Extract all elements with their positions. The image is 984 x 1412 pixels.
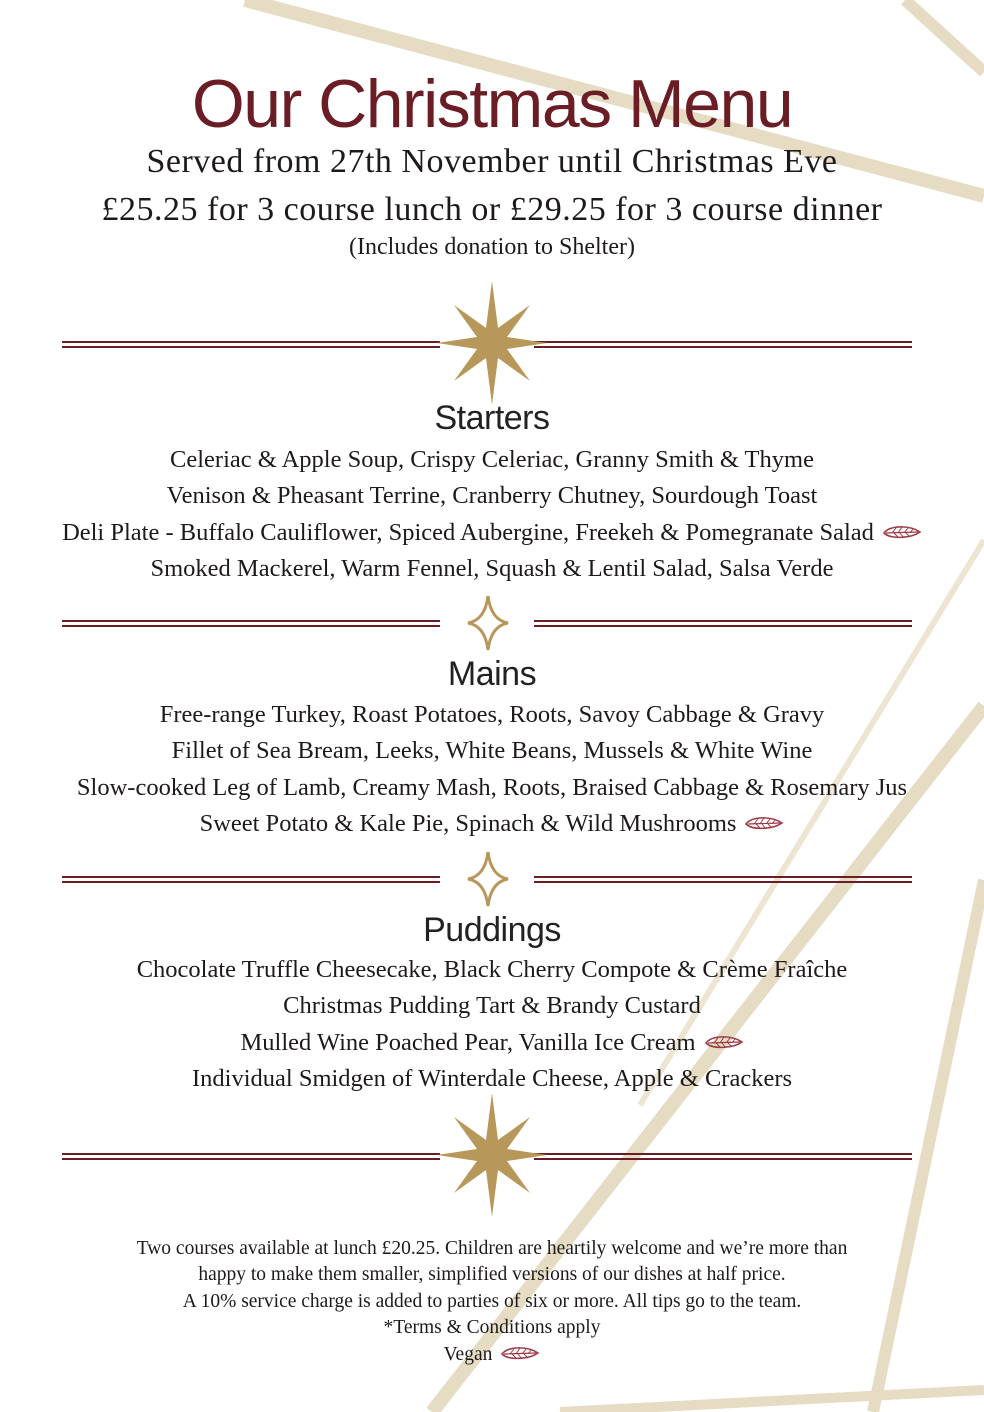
page-title: Our Christmas Menu: [191, 66, 793, 142]
divider-small-star: [0, 848, 984, 910]
divider-rule: [534, 341, 912, 348]
four-point-star-icon: [465, 850, 511, 908]
footer-line: Two courses available at lunch £20.25. Children are heartily welcome and we’re more than: [136, 1238, 848, 1259]
four-point-star-icon: [465, 594, 511, 652]
divider-small-star: [0, 592, 984, 654]
section-title-puddings: Puddings: [423, 911, 561, 949]
puddings-list: [0, 952, 984, 1097]
eight-point-star-icon: [427, 280, 557, 406]
footer-notes: [0, 1236, 984, 1368]
leaf-icon: [500, 1345, 540, 1361]
footer-line: A 10% service charge is added to parties of six or more. All tips go to the team.: [182, 1290, 802, 1312]
list-item: Celeriac & Apple Soup, Crispy Celeriac, Granny Smith & Thyme: [170, 446, 814, 473]
section-title-mains: Mains: [447, 655, 537, 693]
divider-large-star-top: [0, 280, 984, 410]
list-item: Deli Plate - Buffalo Cauliflower, Spiced Aubergine, Freekeh & Pomegranate Salad: [0, 515, 984, 551]
list-item: Sweet Potato & Kale Pie, Spinach & Wild Mushrooms: [0, 806, 984, 842]
starters-list: [0, 442, 984, 587]
mains-list: [0, 697, 984, 842]
divider-rule: [534, 1153, 912, 1160]
divider-rule: [62, 1153, 440, 1160]
list-item: Free-range Turkey, Roast Potatoes, Roots, Savoy Cabbage & Gravy: [159, 701, 825, 728]
leaf-icon: [744, 815, 784, 831]
eight-point-star-icon: [427, 1092, 557, 1218]
list-item: Chocolate Truffle Cheesecake, Black Cherry Compote & Crème Fraîche: [136, 956, 848, 983]
divider-rule: [534, 620, 912, 627]
vegan-key: Vegan: [0, 1342, 984, 1368]
footer-line: *Terms & Conditions apply: [383, 1317, 601, 1339]
divider-rule: [62, 620, 440, 627]
footer-line: happy to make them smaller, simplified versions of our dishes at half price.: [198, 1264, 786, 1286]
section-title-starters: Starters: [434, 399, 550, 437]
list-item: Mulled Wine Poached Pear, Vanilla Ice Cream: [0, 1025, 984, 1061]
list-item: Venison & Pheasant Terrine, Cranberry Chutney, Sourdough Toast: [166, 482, 818, 510]
divider-rule: [62, 876, 440, 883]
list-item: Christmas Pudding Tart & Brandy Custard: [283, 992, 701, 1020]
served-dates: Served from 27th November until Christmas Eve: [146, 143, 838, 180]
list-item: Slow-cooked Leg of Lamb, Creamy Mash, Roots, Braised Cabbage & Rosemary Jus: [76, 773, 908, 801]
price-info: £25.25 for 3 course lunch or £29.25 for 3 course dinner: [101, 191, 883, 228]
divider-large-star-bottom: [0, 1090, 984, 1220]
divider-rule: [62, 341, 440, 348]
divider-rule: [534, 876, 912, 883]
list-item: Smoked Mackerel, Warm Fennel, Squash & Lentil Salad, Salsa Verde: [150, 554, 834, 582]
donation-note: (Includes donation to Shelter): [349, 234, 635, 260]
list-item: Fillet of Sea Bream, Leeks, White Beans, Mussels & White Wine: [171, 737, 813, 765]
leaf-icon: [704, 1034, 744, 1050]
list-item: Individual Smidgen of Winterdale Cheese, Apple & Crackers: [191, 1064, 793, 1092]
leaf-icon: [882, 524, 922, 540]
